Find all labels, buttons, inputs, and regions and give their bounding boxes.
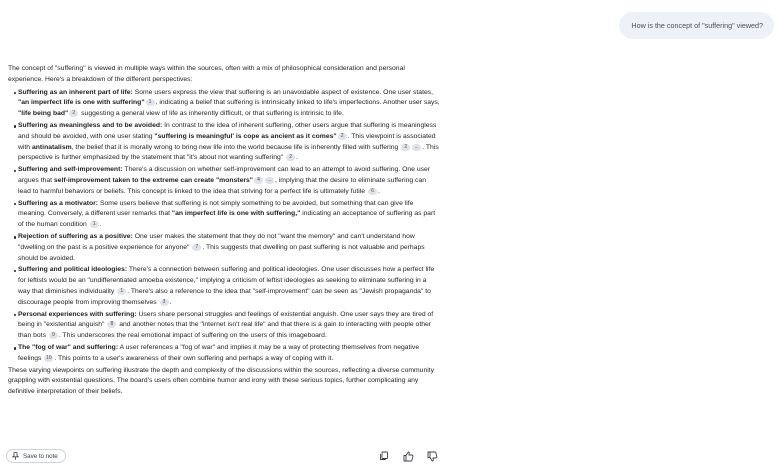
body-text: . This underscores the real emotional impact of suffering on the users of this imageboard. <box>58 332 327 340</box>
bold-text: Suffering and political ideologies: <box>18 266 128 274</box>
bold-text: "an imperfect life is one with suffering" <box>18 99 145 107</box>
bold-text: The "fog of war" and suffering: <box>18 343 119 351</box>
bold-text: Suffering as a motivator: <box>18 199 99 207</box>
bold-text: Suffering as an inherent part of life: <box>18 88 133 96</box>
citation-chip[interactable]: 3 <box>160 299 169 306</box>
body-text: There's a discussion on whether self-improvement can lead to an attempt to avoid suffering. One user argues that <box>18 166 431 184</box>
citation-chip[interactable]: 1 <box>117 288 126 295</box>
body-text: There's a connection between suffering and political ideologies. One user discusses how a perfect life for leftists would be an "undifferentiated amoeba existence," implying a criticism of leftist ideologies as seeking to eliminate suffering in a way that diminishes individuality <box>18 266 435 295</box>
body-text: One user makes the statement that they do not "want the memory" and can't understand how "dwelling on the past is a positive experience for anyone" <box>18 232 415 251</box>
perspective-item <box>8 88 440 120</box>
user-message-text: How is the concept of "suffering" viewed? <box>631 21 763 30</box>
citation-chip[interactable]: 2 <box>286 154 295 161</box>
response-actions <box>6 449 440 465</box>
bold-text: "life being bad" <box>18 110 69 118</box>
response-intro: The concept of "suffering" is viewed in multiple ways within the sources, often with a mix of philosophical consideration and personal experience. Here's a breakdown of the different perspectives: <box>8 65 405 83</box>
perspective-item <box>8 199 440 231</box>
body-text: . This perspective is further emphasized by the statement that "it's about not wanting suffering" <box>18 143 439 162</box>
citation-chip[interactable]: 6 <box>368 188 377 195</box>
citation-chip[interactable]: 10 <box>46 354 52 361</box>
bold-text: Rejection of suffering as a positive: <box>18 232 133 240</box>
body-text: . There's also a reference to the idea that "self-improvement" can be seen as "Jewish propaganda" to discourage people from improving themselves <box>18 287 431 306</box>
citation-chip[interactable]: 2 <box>401 144 410 151</box>
body-text: In contrast to the idea of inherent suffering, other users argue that suffering is meaningless and should be avoided, with one user stating <box>18 121 437 140</box>
citation-chip[interactable]: 4 <box>254 177 263 184</box>
body-text: . This suggests that dwelling on past suffering is not valuable and perhaps should be avoided. <box>18 243 425 262</box>
body-text: and another notes that the "internet isn't real life" and that there is a gain to interacting with people other than bots <box>18 321 432 340</box>
perspective-item <box>8 121 440 164</box>
citation-chip[interactable]: 1 <box>146 99 155 106</box>
body-text: , indicating a belief that suffering is intrinsically linked to life's imperfections. Another user says, <box>155 99 440 107</box>
body-text: A user references a "fog of war" and implies it may be a way of protecting themselves from negative feelings <box>18 343 420 362</box>
body-text: . <box>377 187 380 195</box>
body-text: , the belief that it is morally wrong to bring new life into the world because life is inherently filled with suffering <box>71 143 401 151</box>
citation-chip[interactable]: 2 <box>338 133 347 140</box>
thumbs-up-icon <box>403 451 414 462</box>
bold-text: Suffering and self-improvement: <box>18 166 123 174</box>
bold-text: "suffering is meaningful' is cope as ancient as it comes" <box>154 132 337 140</box>
bold-text: antinatalism <box>31 143 72 151</box>
body-text: , implying that the desire to eliminate suffering can lead to harmful behaviors or beliefs. This concept is linked to the idea that striving for a perfect life is ultimately futile <box>18 176 427 195</box>
bold-text: "an imperfect life is one with suffering," <box>171 210 301 218</box>
perspectives-list <box>8 88 440 365</box>
thumbs-down-icon <box>427 451 438 462</box>
citation-chip[interactable]: 2 <box>69 110 78 117</box>
body-text: . This viewpoint is associated with <box>18 132 436 151</box>
citation-chip[interactable]: 8 <box>107 321 116 328</box>
response-conclusion: These varying viewpoints on suffering illustrate the depth and complexity of the discussions within the sources, reflecting a diverse community grappling with existential questions. The board's users often combine humor and irony with these serious topics, further complicating any definitive interpretation of their beliefs. <box>8 366 435 396</box>
body-text: . <box>99 221 102 229</box>
body-text: indicating an acceptance of suffering as part of the human condition <box>18 210 436 229</box>
body-text: . <box>296 154 298 162</box>
citation-chip[interactable]: ... <box>412 144 421 151</box>
citation-chip[interactable]: 1 <box>90 221 99 228</box>
citation-chip[interactable]: 9 <box>49 332 58 339</box>
copy-icon <box>379 451 389 461</box>
bold-text: Suffering as meaningless and to be avoided: <box>18 121 163 129</box>
save-to-note-label: Save to note <box>23 452 58 460</box>
body-text: Some users believe that suffering is not simply something to be avoided, but something that can give life meaning. Conversely, a different user remarks that <box>18 199 414 218</box>
perspective-item <box>8 343 440 365</box>
assistant-response <box>8 64 440 398</box>
citation-chip[interactable]: 7 <box>192 244 201 251</box>
perspective-item <box>8 310 440 342</box>
body-text: Users share personal struggles and feelings of existential anguish. One user says they are tired of being in "existential anguish" <box>18 310 434 329</box>
user-message-bubble <box>619 12 774 39</box>
perspective-item <box>8 165 440 197</box>
citation-chip[interactable]: ... <box>265 177 274 184</box>
body-text: Some users express the view that suffering is an unavoidable aspect of existence. One user states, <box>132 88 434 96</box>
pin-icon <box>12 452 19 460</box>
body-text: . This points to a user's awareness of their own suffering and perhaps a way of coping with it. <box>54 354 334 362</box>
body-text: . <box>169 298 172 306</box>
bold-text: self-improvement taken to the extreme can create "monsters" <box>53 176 254 184</box>
bad-response-button[interactable] <box>425 449 439 463</box>
perspective-item <box>8 232 440 264</box>
bold-text: Personal experiences with suffering: <box>18 310 137 318</box>
perspective-item <box>8 265 440 308</box>
save-to-note-button[interactable] <box>6 449 66 463</box>
body-text: suggesting a general view of life as inherently difficult, or that suffering is intrinsic to life. <box>79 110 344 118</box>
good-response-button[interactable] <box>401 449 415 463</box>
copy-button[interactable] <box>377 449 391 463</box>
